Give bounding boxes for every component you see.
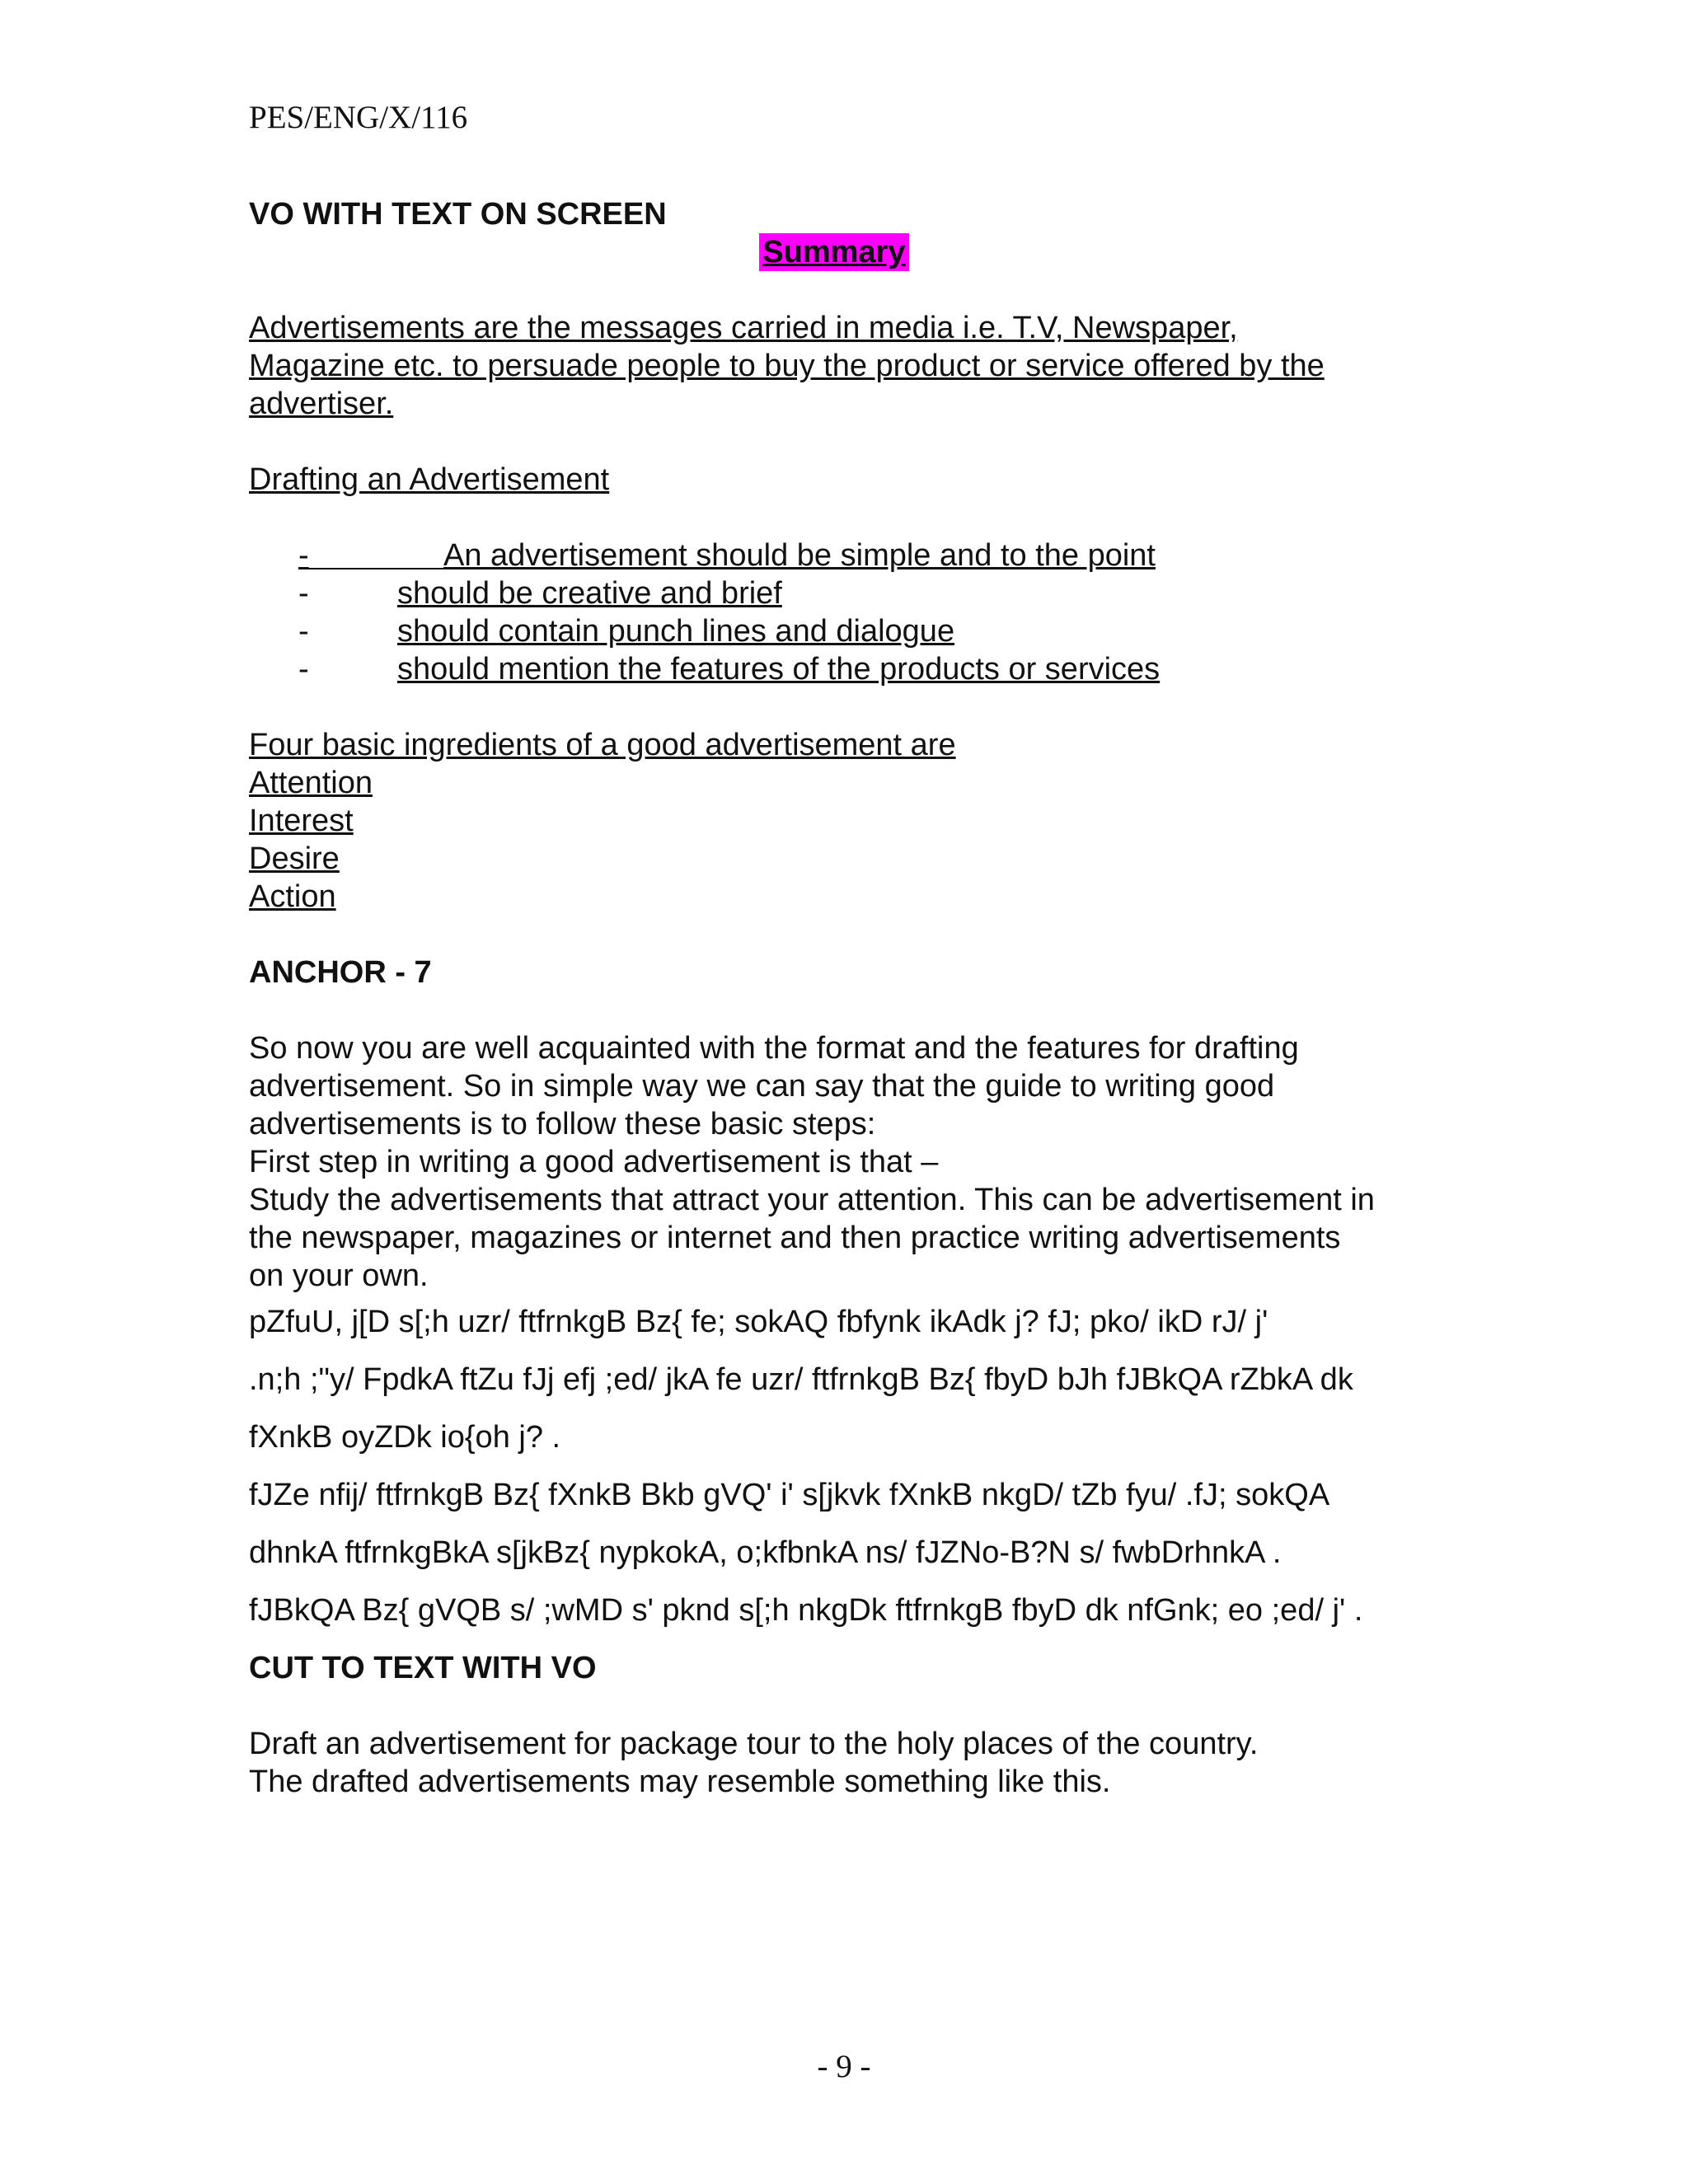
ingredient-item: Attention bbox=[249, 766, 373, 800]
spacer bbox=[249, 688, 1452, 726]
punjabi-line: fXnkB oyZDk io{oh j? . bbox=[249, 1420, 561, 1455]
anchor-line: Study the advertisements that attract your attention. This can be advertisement in bbox=[249, 1183, 1375, 1217]
anchor-line: advertisement. So in simple way we can say that the guide to writing good bbox=[249, 1069, 1275, 1104]
summary-label: Summary bbox=[759, 233, 908, 271]
document-body bbox=[249, 195, 1452, 1801]
anchor-line: advertisements is to follow these basic steps: bbox=[249, 1107, 876, 1141]
bullet-item bbox=[249, 650, 1452, 688]
bullet-dash: - bbox=[298, 652, 309, 687]
anchor-line: on your own. bbox=[249, 1258, 429, 1293]
vo-heading: VO WITH TEXT ON SCREEN bbox=[249, 197, 667, 232]
ingredients-heading: Four basic ingredients of a good advertisement are bbox=[249, 728, 956, 762]
spacer bbox=[249, 1687, 1452, 1725]
anchor-line: the newspaper, magazines or internet and then practice writing advertisements bbox=[249, 1221, 1341, 1255]
spacer bbox=[249, 271, 1452, 309]
punjabi-line: dhnkA ftfrnkgBkA s[jkBz{ nypkokA, o;kfbnkA ns/ fJZNo-B?N s/ fwbDrhnkA . bbox=[249, 1535, 1282, 1570]
spacer bbox=[249, 499, 1452, 537]
bullet-underline bbox=[298, 568, 447, 569]
summary-row bbox=[249, 233, 1419, 271]
anchor-paragraph bbox=[249, 1029, 1452, 1295]
spacer bbox=[249, 991, 1452, 1029]
bullet-text: should be creative and brief bbox=[397, 576, 782, 611]
bullet-dash: - bbox=[298, 576, 309, 611]
bullet-text: should mention the features of the products or services bbox=[397, 652, 1160, 687]
closing-paragraph bbox=[249, 1725, 1452, 1801]
bullet-text: An advertisement should be simple and to the point bbox=[443, 538, 1156, 573]
bullet-text: should contain punch lines and dialogue bbox=[397, 614, 955, 649]
ingredient-item: Desire bbox=[249, 841, 340, 876]
punjabi-line: fJZe nfij/ ftfrnkgB Bz{ fXnkB Bkb gVQ' i' s[jkvk fXnkB nkgD/ tZb fyu/ .fJ; sokQA bbox=[249, 1478, 1330, 1512]
document-id: PES/ENG/X/116 bbox=[249, 100, 468, 135]
summary-line: advertiser. bbox=[249, 387, 394, 421]
anchor-line: First step in writing a good advertisement is that – bbox=[249, 1145, 939, 1179]
anchor-heading: ANCHOR - 7 bbox=[249, 955, 432, 990]
punjabi-line: fJBkQA Bz{ gVQB s/ ;wMD s' pknd s[;h nkgDk ftfrnkgB fbyD dk nfGnk; eo ;ed/ j' . bbox=[249, 1593, 1363, 1628]
summary-line: Advertisements are the messages carried in media i.e. T.V, Newspaper, bbox=[249, 311, 1238, 345]
punjabi-line: pZfuU, j[D s[;h uzr/ ftfrnkgB Bz{ fe; sokAQ fbfynk ikAdk j? fJ; pko/ ikD rJ/ j' bbox=[249, 1305, 1268, 1339]
closing-line: The drafted advertisements may resemble something like this. bbox=[249, 1765, 1111, 1799]
punjabi-paragraph bbox=[249, 1303, 1452, 1649]
ingredient-item: Interest bbox=[249, 804, 354, 838]
cut-heading: CUT TO TEXT WITH VO bbox=[249, 1651, 597, 1685]
page-number: - 9 - bbox=[817, 2049, 871, 2084]
ingredient-item: Action bbox=[249, 879, 336, 914]
bullet-item bbox=[249, 612, 1452, 650]
spacer bbox=[249, 423, 1452, 461]
punjabi-line: .n;h ;"y/ FpdkA ftZu fJj efj ;ed/ jkA fe uzr/ ftfrnkgB Bz{ fbyD bJh fJBkQA rZbkA dk bbox=[249, 1362, 1353, 1397]
drafting-bullet-list bbox=[249, 537, 1452, 688]
bullet-item bbox=[249, 537, 1452, 574]
spacer bbox=[249, 916, 1452, 954]
closing-line: Draft an advertisement for package tour to the holy places of the country. bbox=[249, 1727, 1259, 1761]
bullet-item bbox=[249, 574, 1452, 612]
summary-line: Magazine etc. to persuade people to buy the product or service offered by the bbox=[249, 349, 1325, 383]
drafting-heading: Drafting an Advertisement bbox=[249, 462, 610, 497]
anchor-line: So now you are well acquainted with the format and the features for drafting bbox=[249, 1031, 1299, 1066]
bullet-dash: - bbox=[298, 614, 309, 649]
summary-paragraph bbox=[249, 309, 1452, 423]
bullet-dash: - bbox=[298, 538, 309, 573]
